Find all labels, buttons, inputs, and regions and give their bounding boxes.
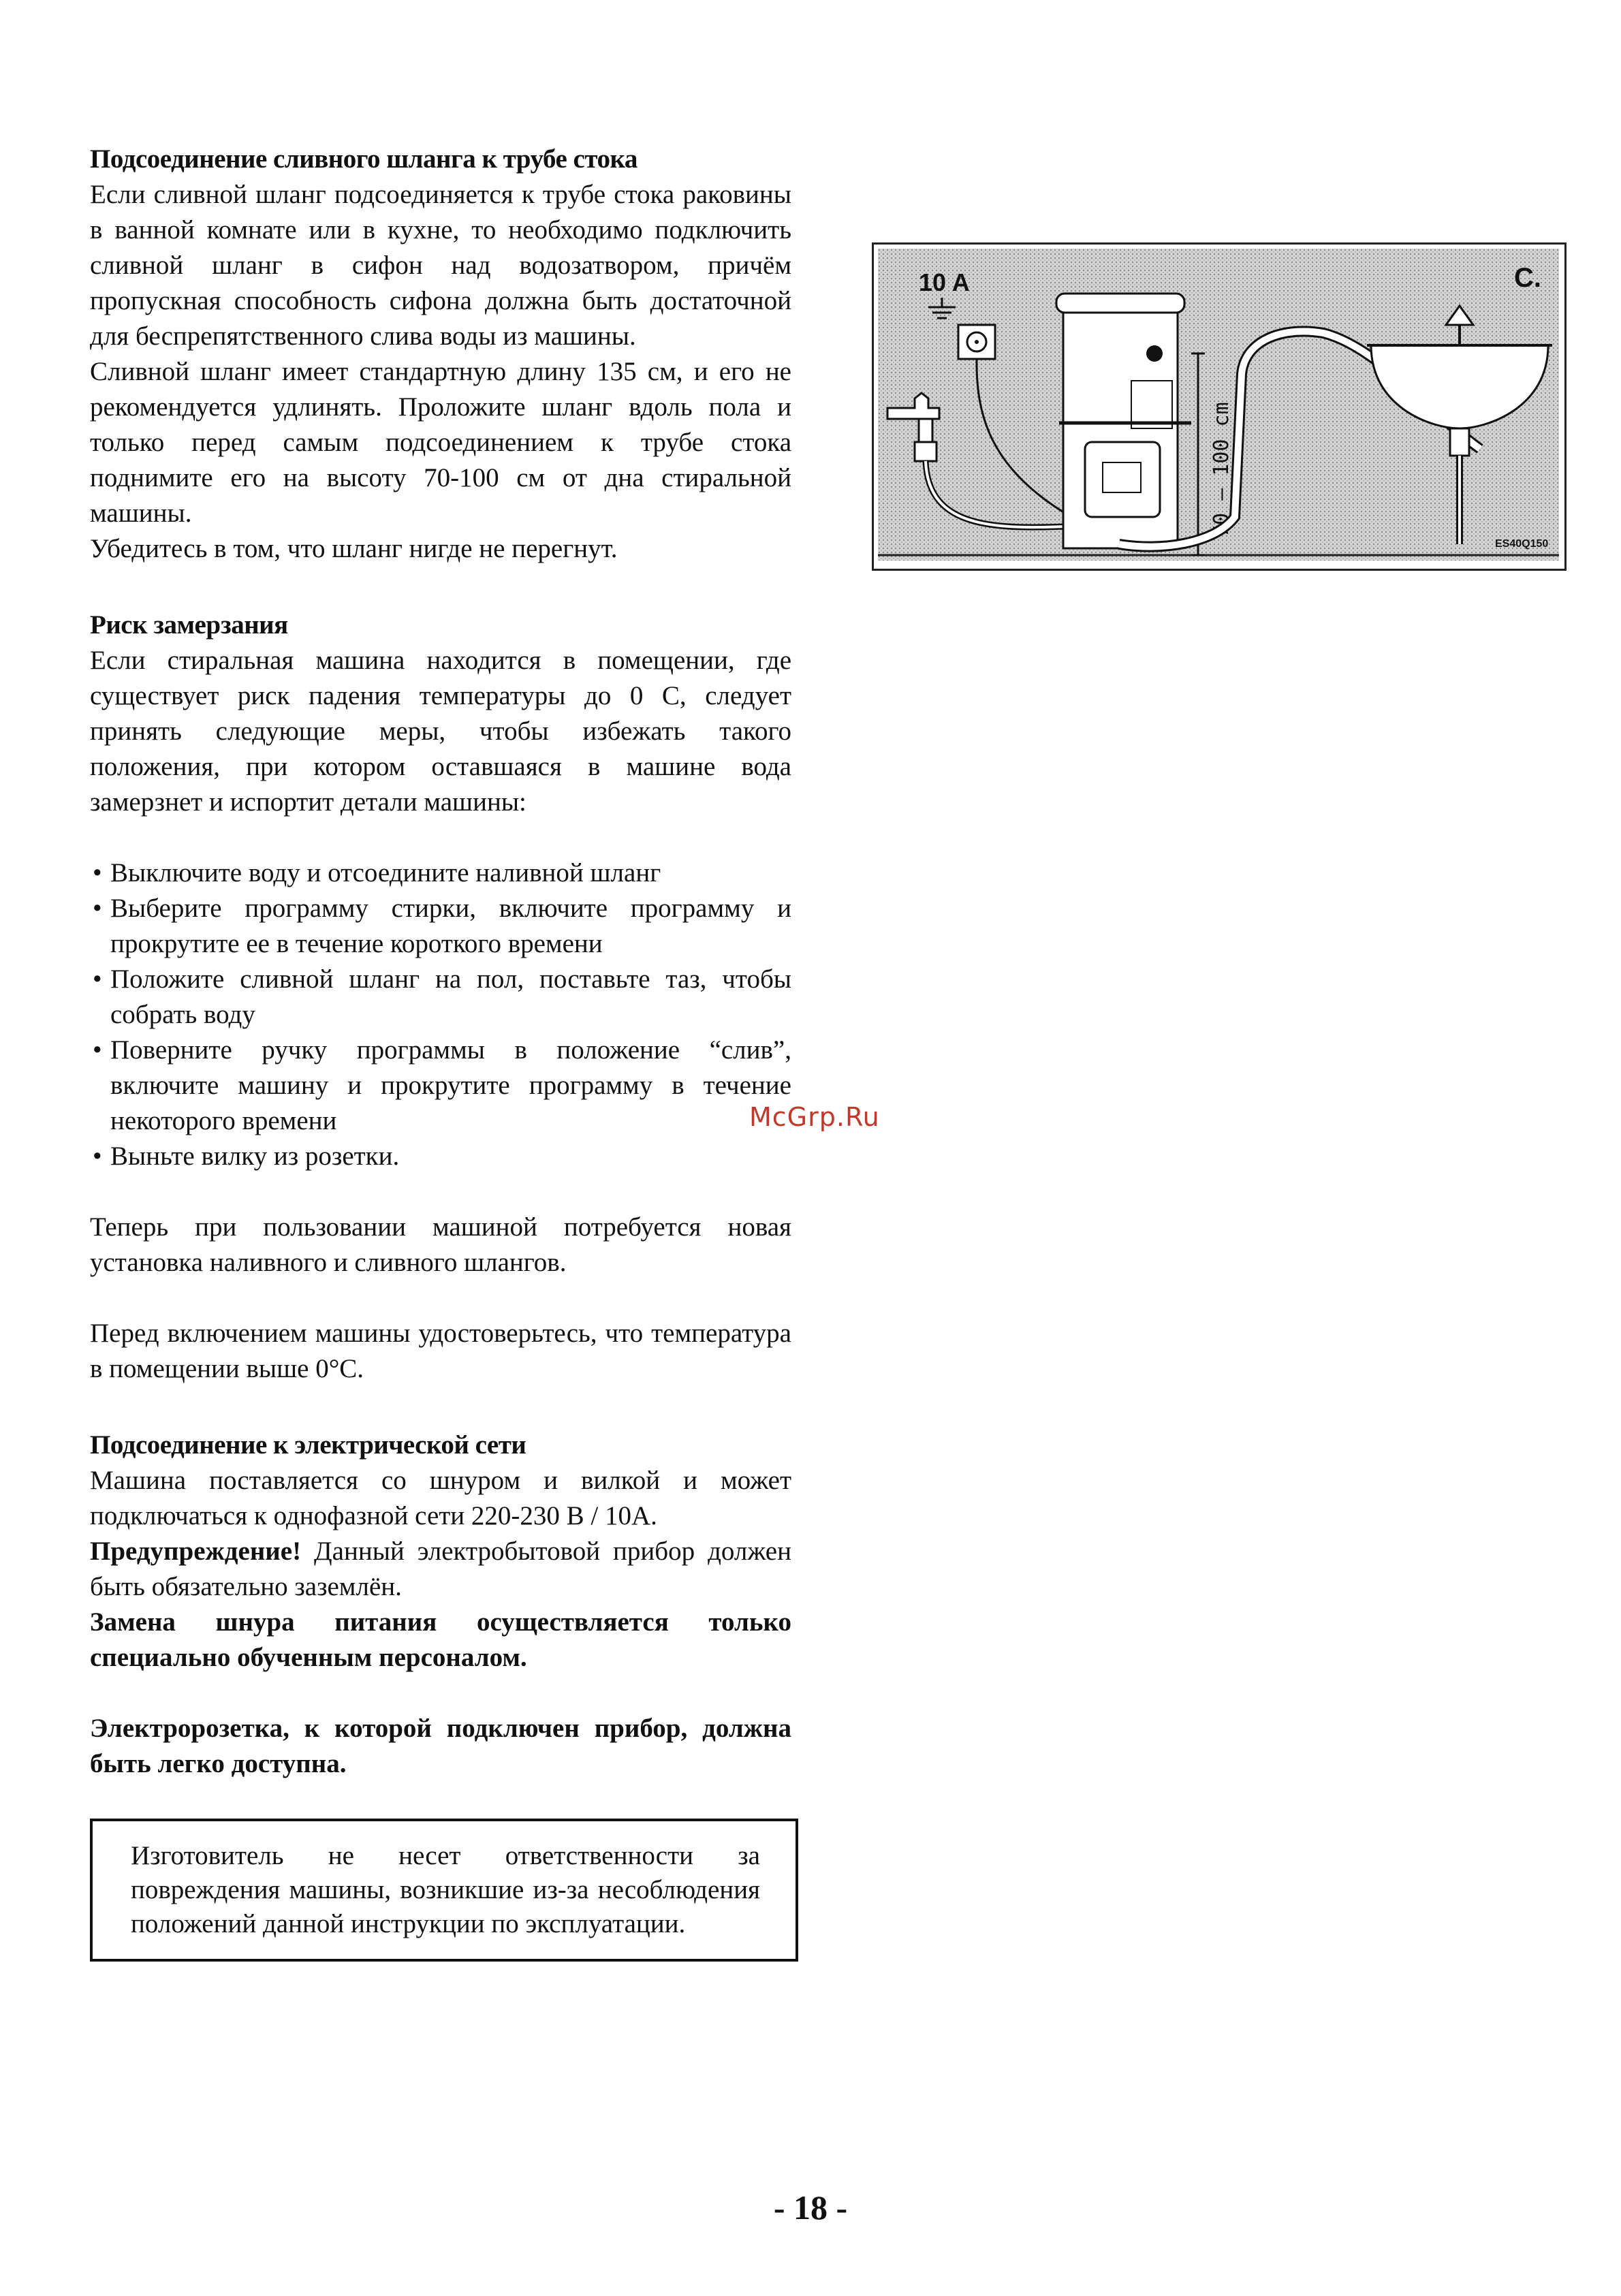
installation-diagram-svg <box>874 245 1564 569</box>
bullet-item: • Выберите программу стирки, включите программу и прокрутите ее в течение короткого времени <box>110 891 791 962</box>
main-text-column <box>90 142 791 1962</box>
freeze-paragraph-1: Если стиральная машина находится в помещении, где существует риск падения температуры до 0 С, следует принять следующие меры, чтобы избежать такого положения, при котором оставшаяся в машине вода замерзнет и испортит детали машины: <box>90 646 791 817</box>
drain-paragraph-1: Если сливной шланг подсоединяется к трубе стока раковины в ванной комнате или в кухне, то необходимо подключить сливной шланг в сифон над водозатвором, причём пропускная способность сифона должна быть достаточной для беспрепятственного слива воды из машины. <box>90 180 791 351</box>
figure-code: ES40Q150 <box>1495 538 1549 550</box>
freeze-paragraph-3: Перед включением машины удостоверьтесь, что температура в помещении выше 0°С. <box>90 1319 791 1383</box>
bullet-item: • Поверните ручку программы в положение “слив”, включите машину и прокрутите программу в течение некоторого времени <box>110 1033 791 1139</box>
bullet-item: • Выньте вилку из розетки. <box>110 1139 791 1174</box>
electric-paragraph-2: Замена шнура питания осуществляется только специально обученным персоналом. <box>90 1607 791 1672</box>
warning-label: Предупреждение! <box>90 1537 302 1566</box>
label-c: C. <box>1514 263 1541 293</box>
electric-paragraph-3: Электророзетка, к которой подключен прибор, должна быть легко доступна. <box>90 1714 791 1778</box>
liability-notice-box: Изготовитель не несет ответственности за повреждения машины, возникшие из-за несоблюдения положений данной инструкции по эксплуатации. <box>90 1819 798 1962</box>
heading-drain: Подсоединение сливного шланга к трубе стока <box>90 144 638 174</box>
freeze-bullet-list <box>90 855 791 1174</box>
wall-socket-icon <box>958 325 995 359</box>
page-number: - 18 - <box>773 2188 848 2227</box>
heading-electric: Подсоединение к электрической сети <box>90 1430 526 1460</box>
heading-freeze: Риск замерзания <box>90 610 288 640</box>
dimension-label: 70 – 100 cm <box>1210 402 1233 537</box>
watermark: McGrp.Ru <box>749 1102 880 1132</box>
washing-machine-icon <box>1056 294 1191 548</box>
installation-diagram <box>872 242 1567 571</box>
freeze-paragraph-2: Теперь при пользовании машиной потребуется новая установка наливного и сливного шлангов. <box>90 1212 791 1277</box>
warning-text: Данный электробытовой прибор должен быть обязательно заземлён. <box>90 1537 791 1601</box>
electric-paragraph-1: Машина поставляется со шнуром и вилкой и может подключаться к однофазной сети 220-230 В / 10А. <box>90 1466 791 1530</box>
bullet-item: • Выключите воду и отсоедините наливной шланг <box>110 855 791 891</box>
drain-paragraph-2: Сливной шланг имеет стандартную длину 135 см, и его не рекомендуется удлинять. Проложите шланг вдоль пола и только перед самым подсоединением к трубе стока поднимите его на высоту 70-100 см от дна стиральной машины. <box>90 357 791 528</box>
drain-paragraph-3: Убедитесь в том, что шланг нигде не перегнут. <box>90 534 618 563</box>
bullet-item: • Положите сливной шланг на пол, поставьте таз, чтобы собрать воду <box>110 962 791 1033</box>
electric-warning <box>90 1534 791 1605</box>
label-10a: 10 A <box>919 268 970 296</box>
